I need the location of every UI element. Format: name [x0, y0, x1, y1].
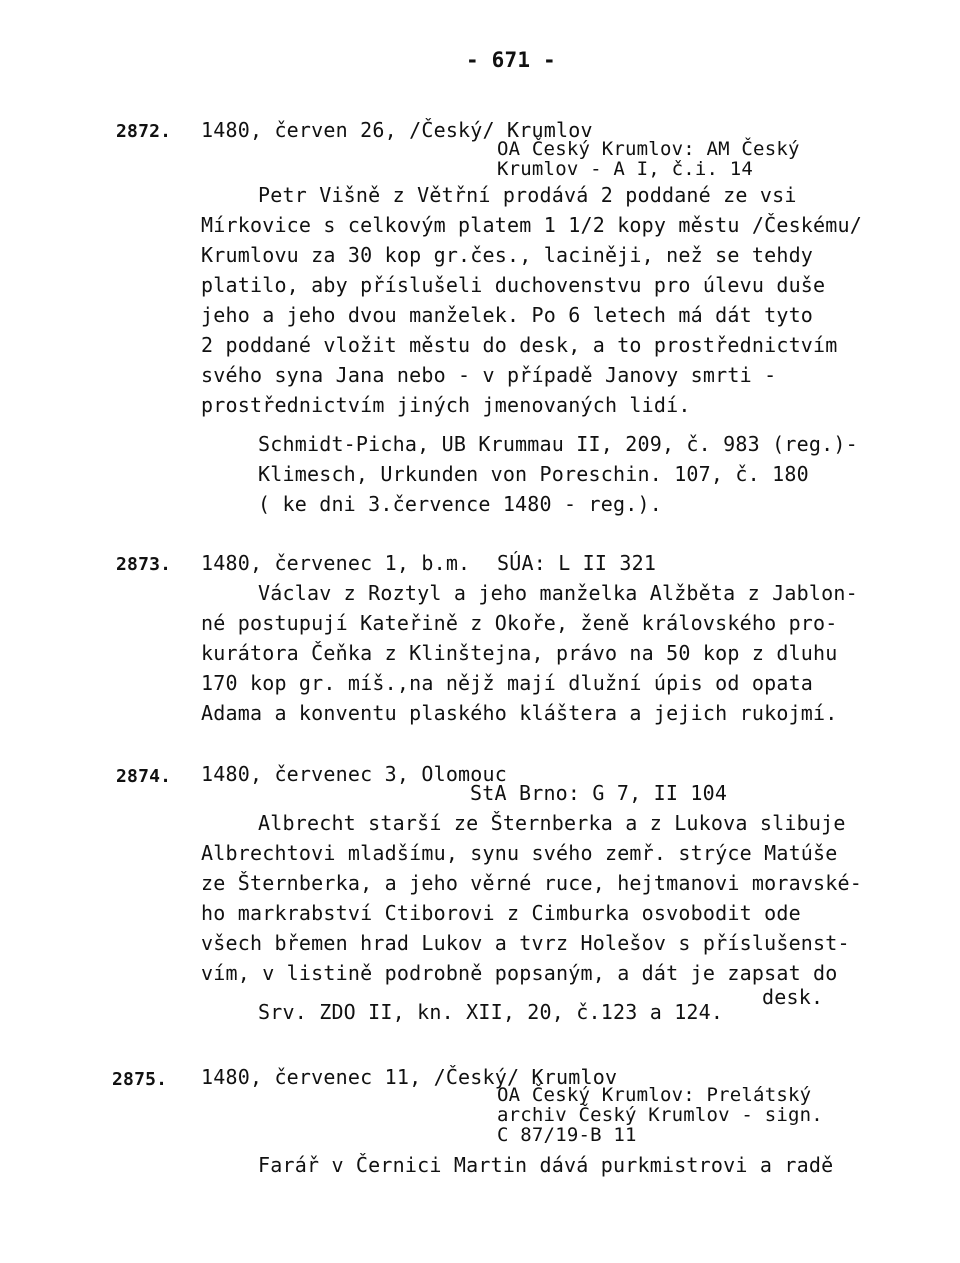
- entry-body-line: 2 poddané vložit městu do desk, a to prostřednictvím: [201, 333, 838, 357]
- entry-number: 2872.: [116, 121, 172, 142]
- entry-body-line: Mírkovice s celkovým platem 1 1/2 kopy městu /Českému/: [201, 213, 863, 237]
- entry-reference-line: Schmidt-Picha, UB Krummau II, 209, č. 983 (reg.)-: [258, 432, 858, 456]
- entry-source-line: OA Český Krumlov: Prelátský: [497, 1084, 812, 1106]
- entry-number: 2875.: [112, 1069, 168, 1090]
- entry-reference-line: Klimesch, Urkunden von Poreschin. 107, č. 180: [258, 462, 809, 486]
- entry-header: 1480, červen 26, /Český/ Krumlov: [201, 118, 593, 142]
- entry-body-line: Adama a konventu plaského kláštera a jejich rukojmí.: [201, 701, 838, 725]
- entry-reference-line: ( ke dni 3.července 1480 - reg.).: [258, 492, 662, 516]
- entry-body-line: ze Šternberka, a jeho věrné ruce, hejtmanovi moravské-: [201, 871, 863, 895]
- entry-body-line: všech břemen hrad Lukov a tvrz Holešov s příslušenst-: [201, 931, 850, 955]
- entry-number: 2874.: [116, 766, 172, 787]
- entry-source-inline: SÚA: L II 321: [497, 551, 657, 575]
- entry-body-line: 170 kop gr. míš.,na nějž mají dlužní úpis od opata: [201, 671, 814, 695]
- entry-body-line: Albrecht starší ze Šternberka a z Lukova slibuje: [258, 811, 846, 835]
- entry-body-tail: desk.: [762, 985, 824, 1009]
- entry-body-line: né postupují Kateřině z Okoře, ženě královského pro-: [201, 611, 838, 635]
- entry-reference-line: Srv. ZDO II, kn. XII, 20, č.123 a 124.: [258, 1000, 724, 1024]
- entry-header: 1480, červenec 3, Olomouc: [201, 762, 508, 786]
- page-number: - 671 -: [466, 48, 556, 72]
- entry-body-line: prostřednictvím jiných jmenovaných lidí.: [201, 393, 691, 417]
- entry-body-line: Petr Višně z Větřní prodává 2 poddané ze vsi: [258, 183, 797, 207]
- entry-source-line: StA Brno: G 7, II 104: [470, 781, 728, 805]
- entry-source-line: C 87/19-B 11: [497, 1124, 637, 1146]
- entry-header: 1480, červenec 11, /Český/ Krumlov: [201, 1065, 618, 1089]
- entry-number: 2873.: [116, 554, 172, 575]
- entry-body-line: platilo, aby příslušeli duchovenstvu pro úlevu duše: [201, 273, 826, 297]
- entry-body-line: kurátora Čeňka z Klinštejna, právo na 50 kop z dluhu: [201, 641, 838, 665]
- entry-body-line: Albrechtovi mladšímu, synu svého zemř. strýce Matúše: [201, 841, 838, 865]
- entry-body-line: svého syna Jana nebo - v případě Janovy smrti -: [201, 363, 777, 387]
- entry-source-line: OA Český Krumlov: AM Český: [497, 138, 800, 160]
- entry-body-line: Farář v Černici Martin dává purkmistrovi a radě: [258, 1153, 834, 1177]
- entry-body-line: jeho a jeho dvou manželek. Po 6 letech má dát tyto: [201, 303, 814, 327]
- entry-header: 1480, červenec 1, b.m.: [201, 551, 471, 575]
- entry-body-line: ho markrabství Ctiborovi z Cimburka osvobodit ode: [201, 901, 801, 925]
- entry-source-line: archiv Český Krumlov - sign.: [497, 1104, 823, 1126]
- entry-body-line: vím, v listině podrobně popsaným, a dát je zapsat do: [201, 961, 838, 985]
- entry-source-line: Krumlov - A I, č.i. 14: [497, 158, 754, 180]
- entry-body-line: Krumlovu za 30 kop gr.čes., laciněji, než se tehdy: [201, 243, 814, 267]
- entry-body-line: Václav z Roztyl a jeho manželka Alžběta z Jablon-: [258, 581, 858, 605]
